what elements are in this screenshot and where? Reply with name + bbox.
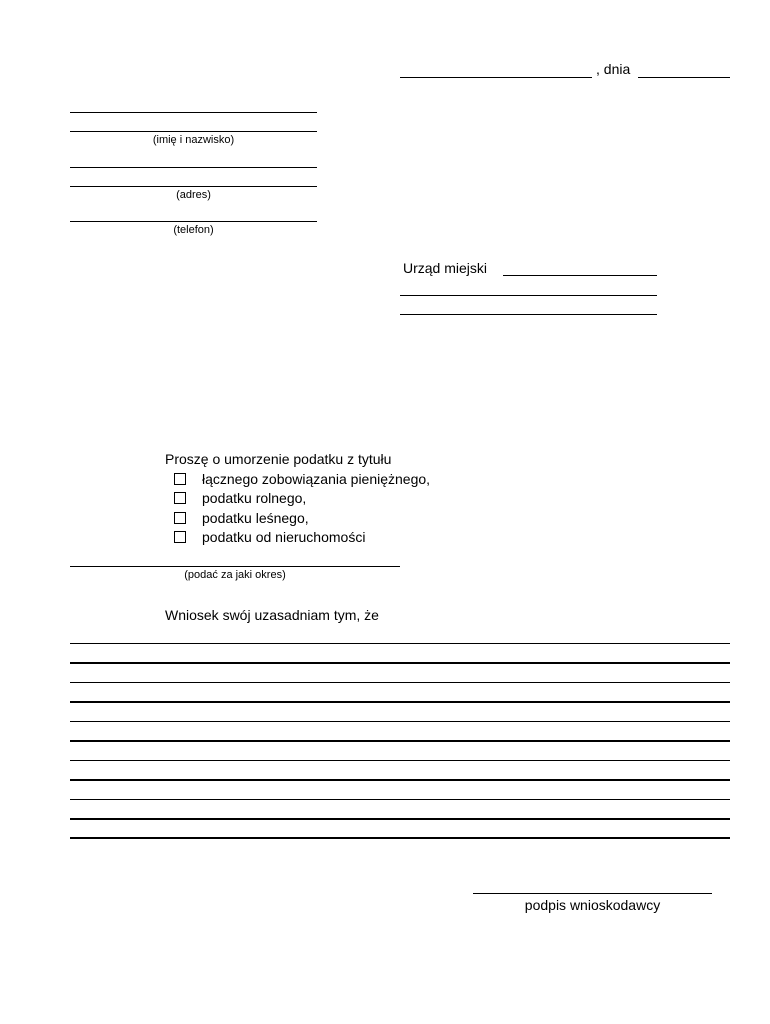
phone-caption: (telefon) (173, 224, 214, 236)
applicant-phone-line[interactable] (70, 221, 317, 222)
option-joint-liability[interactable] (174, 469, 430, 489)
period-line[interactable] (70, 566, 400, 567)
option-label: podatku rolnego, (202, 490, 307, 506)
name-caption: (imię i nazwisko) (152, 134, 235, 146)
office-label: Urząd miejski (403, 260, 488, 276)
applicant-address-line-2[interactable] (70, 186, 317, 187)
justification-line-11[interactable] (70, 837, 730, 839)
option-label: podatku leśnego, (202, 510, 309, 526)
justification-line-5[interactable] (70, 721, 730, 722)
option-forest-tax[interactable] (174, 508, 309, 528)
applicant-address-line-1[interactable] (70, 167, 317, 168)
justification-line-6[interactable] (70, 740, 730, 742)
period-caption: (podać za jaki okres) (184, 569, 286, 581)
signature-caption: podpis wnioskodawcy (524, 897, 661, 913)
place-line[interactable] (400, 77, 592, 78)
office-name-line[interactable] (503, 275, 657, 276)
justification-line-9[interactable] (70, 799, 730, 800)
signature-line[interactable] (473, 893, 712, 894)
checkbox[interactable] (174, 492, 186, 504)
justification-line-4[interactable] (70, 701, 730, 703)
option-label: łącznego zobowiązania pieniężnego, (202, 471, 431, 487)
request-intro: Proszę o umorzenie podatku z tytułu (165, 451, 392, 467)
justification-line-8[interactable] (70, 779, 730, 781)
justification-line-10[interactable] (70, 818, 730, 820)
applicant-name-line-1[interactable] (70, 112, 317, 113)
checkbox[interactable] (174, 473, 186, 485)
justification-line-7[interactable] (70, 760, 730, 761)
option-agricultural-tax[interactable] (174, 488, 306, 508)
date-line[interactable] (638, 77, 730, 78)
office-address-line-2[interactable] (400, 314, 657, 315)
justification-intro: Wniosek swój uzasadniam tym, że (165, 607, 379, 623)
justification-line-2[interactable] (70, 662, 730, 664)
checkbox[interactable] (174, 531, 186, 543)
justification-line-1[interactable] (70, 643, 730, 644)
address-caption: (adres) (176, 189, 211, 201)
date-separator-label: , dnia (596, 61, 631, 77)
office-address-line-1[interactable] (400, 295, 657, 296)
option-property-tax[interactable] (174, 527, 365, 547)
checkbox[interactable] (174, 512, 186, 524)
option-label: podatku od nieruchomości (202, 529, 366, 545)
applicant-name-line-2[interactable] (70, 131, 317, 132)
justification-line-3[interactable] (70, 682, 730, 683)
